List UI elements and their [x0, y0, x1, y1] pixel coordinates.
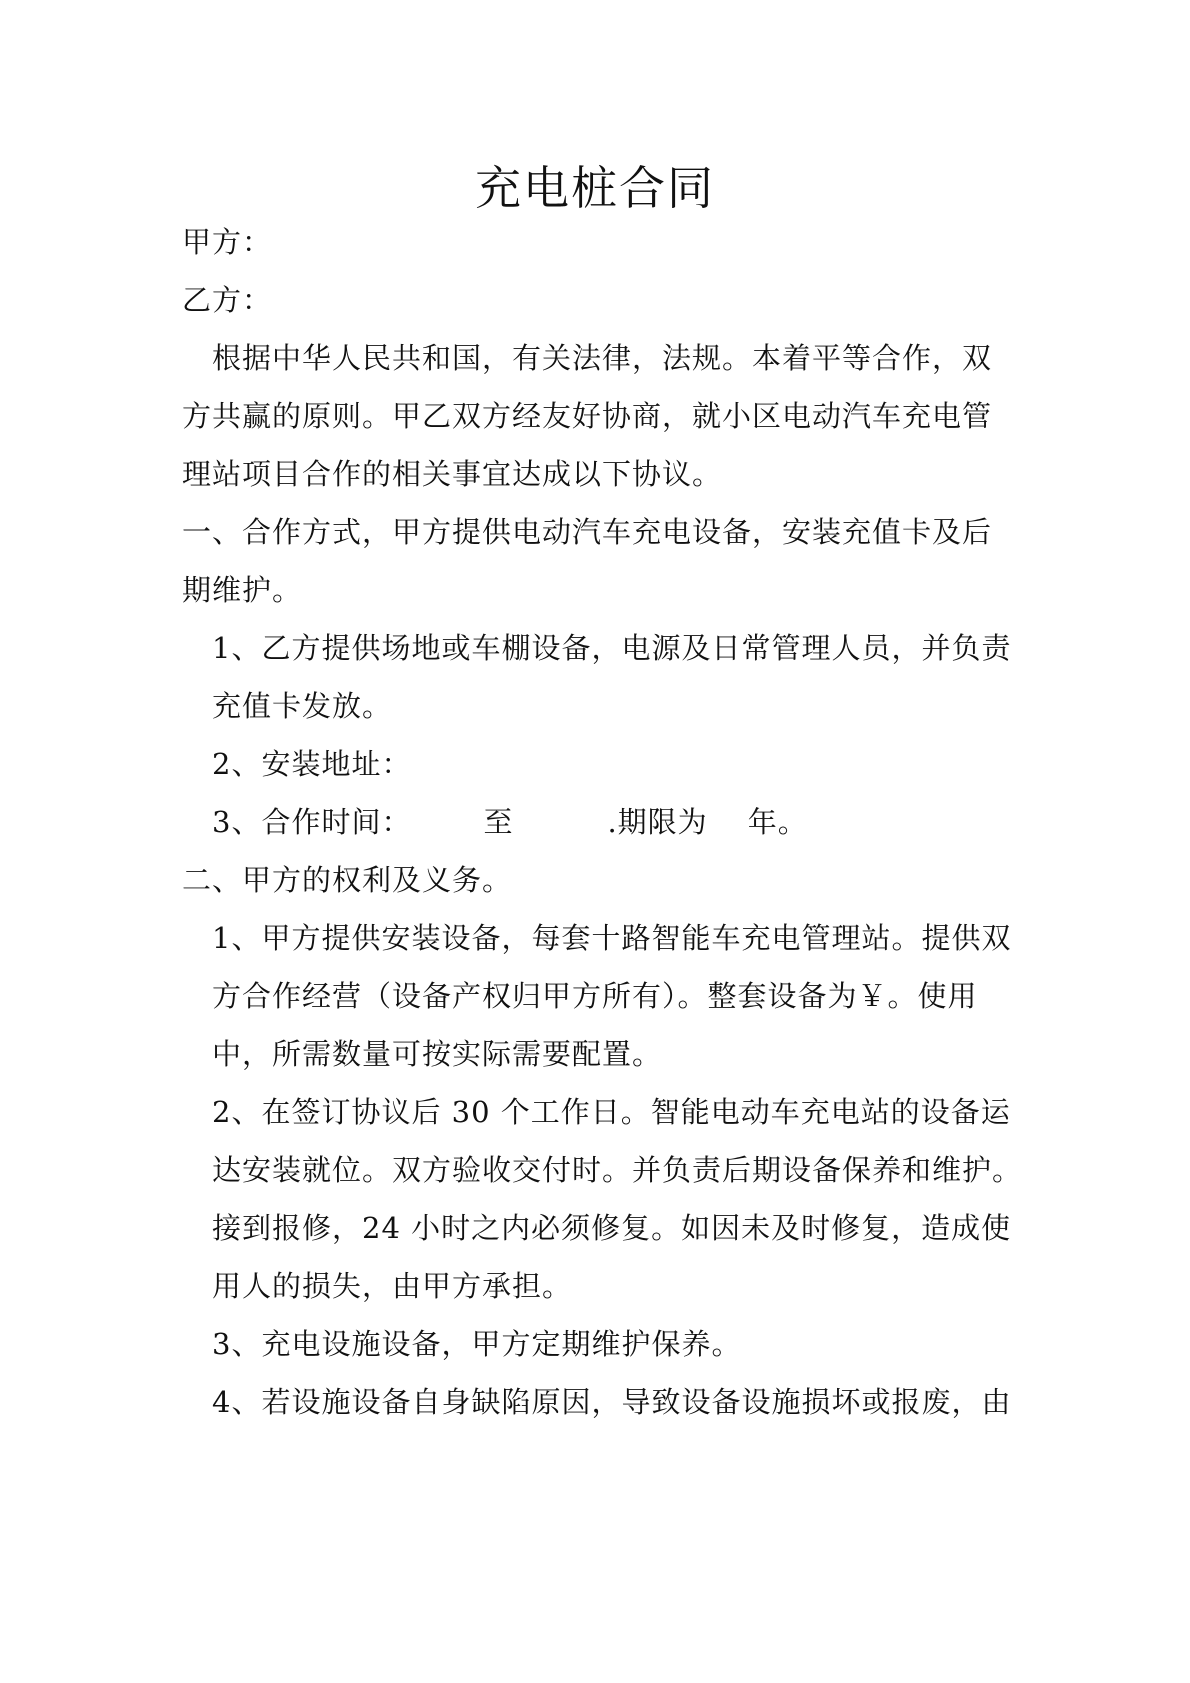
section1-item2-address: 2、安装地址：: [212, 747, 412, 781]
cooperation-time-label: 3、合作时间：: [212, 805, 412, 839]
section1-item3-cooperation-time: [212, 802, 808, 842]
section2-item1-line-1: 1、甲方提供安装设备，每套十路智能车充电管理站。提供双: [212, 921, 1012, 955]
section2-item2-line-3: 接到报修，24 小时之内必须修复。如因未及时修复，造成使: [212, 1211, 1012, 1245]
section2-item1-line-3: 中，所需数量可按实际需要配置。: [212, 1037, 663, 1071]
section1-heading-line-2: 期维护。: [182, 573, 303, 607]
intro-line-3: 理站项目合作的相关事宜达成以下协议。: [182, 457, 723, 491]
intro-line-1: 根据中华人民共和国，有关法律，法规。本着平等合作，双: [212, 341, 993, 375]
cooperation-term-label: .期限为: [607, 805, 708, 839]
party-a-label: 甲方：: [182, 225, 273, 259]
section1-item1-line-1: 1、乙方提供场地或车棚设备，电源及日常管理人员，并负责: [212, 631, 1012, 665]
section2-heading: 二、甲方的权利及义务。: [182, 863, 513, 897]
section2-item2-line-2: 达安装就位。双方验收交付时。并负责后期设备保养和维护。: [212, 1153, 1023, 1187]
section2-item2-line-1: 2、在签订协议后 30 个工作日。智能电动车充电站的设备运: [212, 1095, 1011, 1129]
section2-item3: 3、充电设施设备，甲方定期维护保养。: [212, 1327, 742, 1361]
section1-heading-line-1: 一、合作方式，甲方提供电动汽车充电设备，安装充值卡及后: [182, 515, 993, 549]
document-title: 充电桩合同: [475, 161, 715, 215]
cooperation-time-to: 至: [483, 805, 514, 839]
party-b-label: 乙方：: [182, 283, 273, 317]
intro-line-2: 方共赢的原则。甲乙双方经友好协商，就小区电动汽车充电管: [182, 399, 993, 433]
section2-item1-line-2: 方合作经营（设备产权归甲方所有）。整套设备为￥。使用: [212, 979, 978, 1013]
cooperation-term-year: 年。: [747, 805, 808, 839]
section1-item1-line-2: 充值卡发放。: [212, 689, 393, 723]
section2-item2-line-4: 用人的损失，由甲方承担。: [212, 1269, 573, 1303]
section2-item4-line-1: 4、若设施设备自身缺陷原因，导致设备设施损坏或报废，由: [212, 1385, 1012, 1419]
